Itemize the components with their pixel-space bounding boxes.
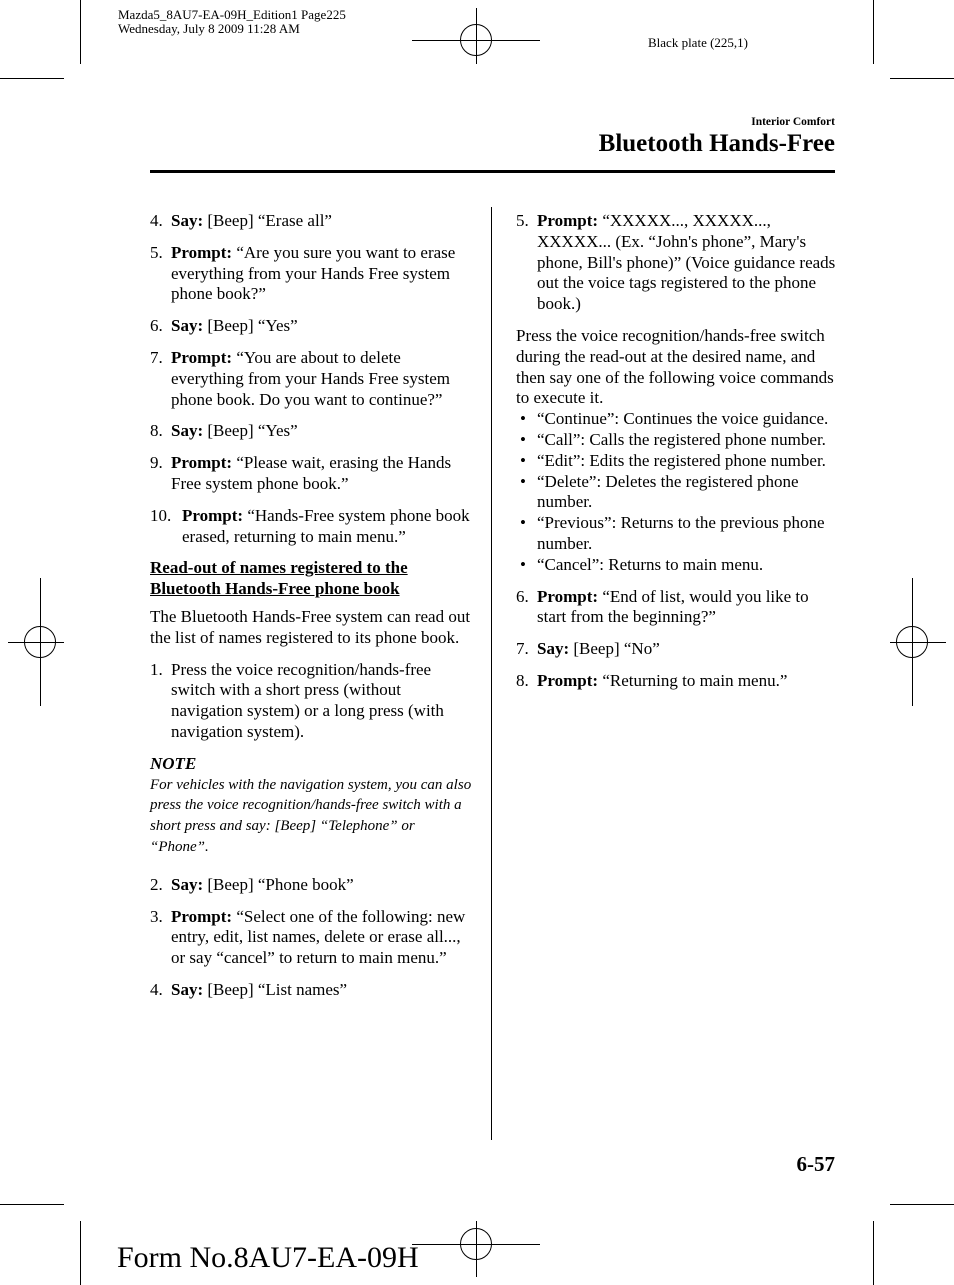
list-item: • “Continue”: Continues the voice guidance. bbox=[516, 409, 841, 430]
print-info-date: Wednesday, July 8 2009 11:28 AM bbox=[118, 21, 300, 36]
list-item: 6. Say: [Beep] “Yes” bbox=[150, 316, 298, 336]
bullet-icon: • bbox=[520, 409, 526, 429]
list-item: • “Call”: Calls the registered phone number. bbox=[516, 430, 841, 451]
list-item: 4. Say: [Beep] “List names” bbox=[150, 979, 348, 999]
intro-paragraph: The Bluetooth Hands-Free system can read out the list of names registered to its phone book. bbox=[150, 606, 471, 647]
section-label: Interior Comfort bbox=[751, 116, 835, 128]
subsection-heading: Read-out of names registered to the Bluetooth Hands-Free phone book bbox=[150, 558, 408, 599]
page-title: Bluetooth Hands-Free bbox=[598, 130, 835, 157]
list-item: 4. Say: [Beep] “Erase all” bbox=[150, 211, 332, 230]
note-box bbox=[150, 754, 475, 858]
list-item: • “Previous”: Returns to the previous phone number. bbox=[516, 513, 841, 555]
list-item: 8. Say: [Beep] “Yes” bbox=[150, 421, 298, 441]
readout-paragraph: Press the voice recognition/hands-free switch during the read-out at the desired name, and then say one of the following voice commands to execute it. bbox=[516, 325, 834, 408]
bullet-icon: • bbox=[520, 554, 526, 574]
list-item: 2. Say: [Beep] “Phone book” bbox=[150, 874, 354, 894]
plate-label: Black plate (225,1) bbox=[648, 35, 748, 50]
title-rule bbox=[150, 170, 835, 173]
voice-command-list bbox=[516, 409, 841, 575]
form-number: Form No.8AU7-EA-09H bbox=[117, 1241, 419, 1274]
left-column bbox=[150, 211, 475, 1012]
list-item: 5. Prompt: “Are you sure you want to erase everything from your Hands Free system phone book?” bbox=[150, 242, 456, 304]
list-item: 6. Prompt: “End of list, would you like to start from the beginning?” bbox=[516, 586, 809, 627]
right-column bbox=[516, 211, 841, 703]
note-text: For vehicles with the navigation system, you can also press the voice recognition/hands-free switch with a short press and say: [Beep] “Telephone” or “Phone”. bbox=[150, 776, 472, 855]
list-item: 3. Prompt: “Select one of the following: new entry, edit, list names, delete or erase all..., or say “cancel” to return to main menu.” bbox=[150, 906, 466, 968]
note-title: NOTE bbox=[150, 753, 197, 773]
list-item: 7. Say: [Beep] “No” bbox=[516, 639, 660, 659]
bullet-icon: • bbox=[520, 429, 526, 449]
list-item: 7. Prompt: “You are about to delete everything from your Hands Free system phone book. Do you want to continue?” bbox=[150, 347, 451, 409]
bullet-icon: • bbox=[520, 471, 526, 491]
print-info-file: Mazda5_8AU7-EA-09H_Edition1 Page225 bbox=[118, 7, 346, 22]
bullet-icon: • bbox=[520, 450, 526, 470]
list-item: 10. Prompt: “Hands-Free system phone book erased, returning to main menu.” bbox=[150, 505, 470, 546]
bullet-icon: • bbox=[520, 513, 526, 533]
list-item: 8. Prompt: “Returning to main menu.” bbox=[516, 670, 788, 690]
list-item: 5. Prompt: “XXXXX..., XXXXX..., XXXXX... (Ex. “John's phone”, Mary's phone, Bill's phone)” (Voice guidance reads out the voice tags registered to the phone book.) bbox=[516, 211, 836, 314]
list-item: 9. Prompt: “Please wait, erasing the Hands Free system phone book.” bbox=[150, 453, 452, 493]
list-item: • “Delete”: Deletes the registered phone number. bbox=[516, 472, 841, 514]
steps-erase-list bbox=[150, 211, 475, 547]
list-item: • “Edit”: Edits the registered phone number. bbox=[516, 451, 841, 472]
page-number: 6-57 bbox=[796, 1152, 835, 1176]
list-item: • “Cancel”: Returns to main menu. bbox=[516, 555, 841, 576]
list-item: 1. Press the voice recognition/hands-free switch with a short press (without navigation system) or a long press (with navigation system). bbox=[150, 659, 444, 741]
steps-list-names bbox=[150, 875, 475, 1001]
print-info bbox=[118, 8, 346, 36]
steps-end-of-list bbox=[516, 587, 841, 692]
column-divider bbox=[491, 207, 492, 1140]
